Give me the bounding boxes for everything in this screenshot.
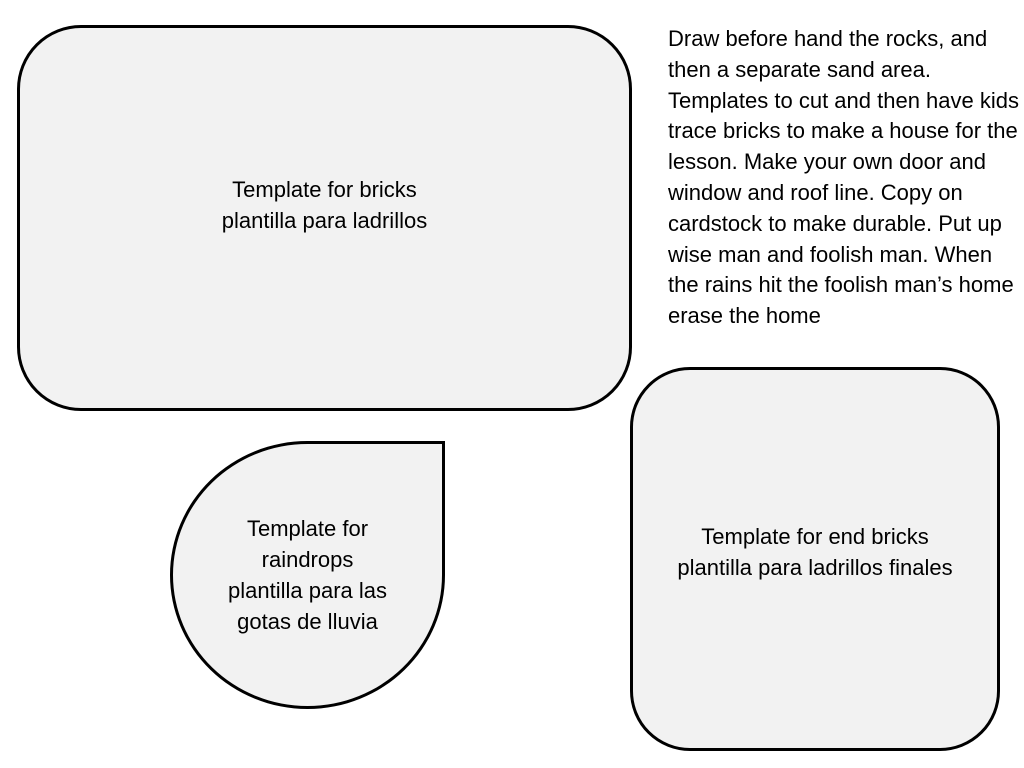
raindrop-template-shape [170, 441, 445, 709]
bricks-template-label-en: Template for bricks [232, 177, 417, 202]
bricks-template-label [222, 174, 427, 236]
raindrop-template-label [203, 513, 413, 637]
raindrop-template-label-line-3: plantilla para las [228, 578, 387, 603]
end-bricks-template-label-es: plantilla para ladrillos finales [677, 555, 953, 580]
raindrop-template-label-line-4: gotas de lluvia [237, 609, 378, 634]
end-bricks-template-label-en: Template for end bricks [701, 524, 929, 549]
end-bricks-template-shape [630, 367, 1000, 751]
raindrop-template-label-line-2: raindrops [261, 547, 354, 572]
instructions-text: Draw before hand the rocks, and then a separate sand area. Templates to cut and then have kids trace bricks to make a house for the lesson. Make your own door and window and roof line. Copy on cardstock to make durable. Put up wise man and foolish man. When the rains hit the foolish man’s home erase the home [668, 26, 1019, 329]
raindrop-template-label-line-1: Template for [246, 516, 369, 541]
end-bricks-template-label [677, 521, 952, 583]
bricks-template-shape [17, 25, 632, 411]
bricks-template-label-es: plantilla para ladrillos [221, 208, 428, 233]
